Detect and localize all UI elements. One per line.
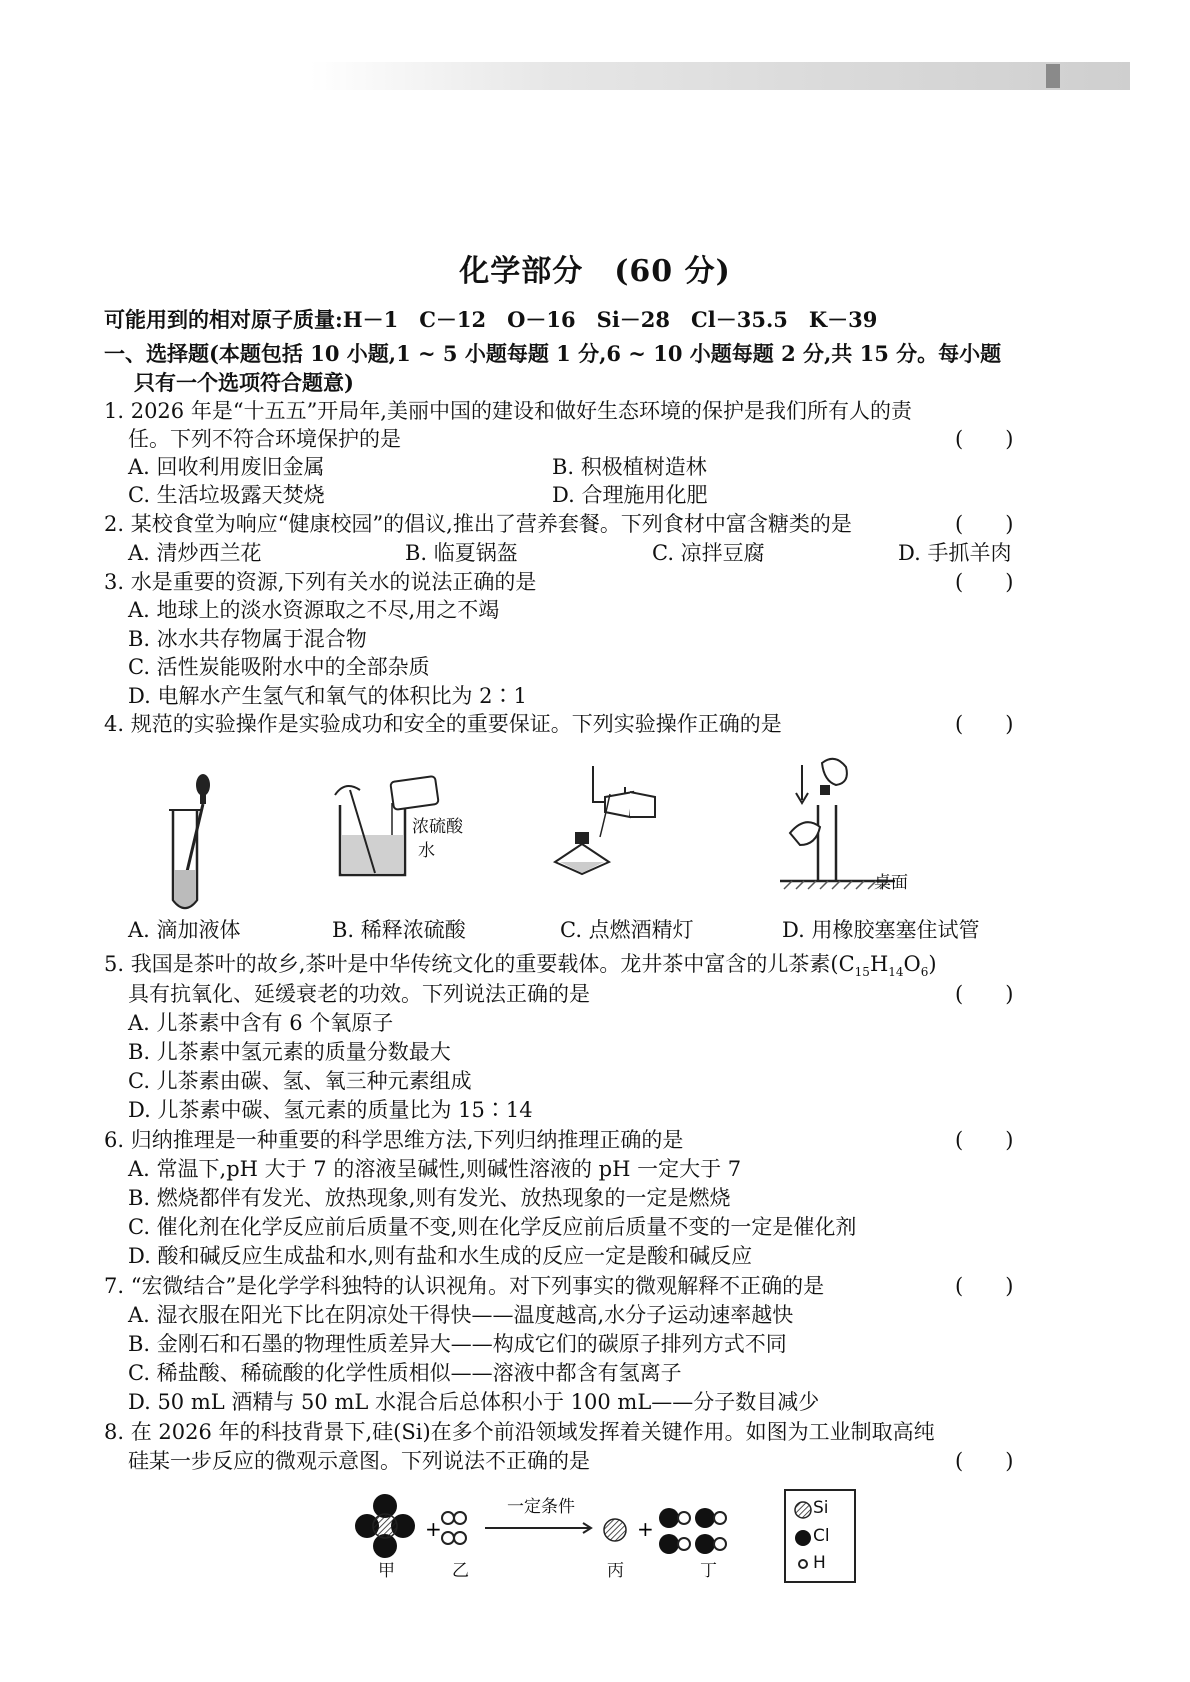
q5-option-b[interactable]: B. 儿茶素中氢元素的质量分数最大 xyxy=(128,1040,451,1064)
q7-option-a[interactable]: A. 湿衣服在阳光下比在阴凉处干得快——温度越高,水分子运动速率越快 xyxy=(128,1303,794,1327)
q7-option-b[interactable]: B. 金刚石和石墨的物理性质差异大——构成它们的碳原子排列方式不同 xyxy=(128,1332,787,1356)
q8-stem-line1: 8. 在 2026 年的科技背景下,硅(Si)在多个前沿领域发挥着关键作用。如图为工业制取高纯 xyxy=(104,1420,935,1444)
q4-option-c[interactable]: C. 点燃酒精灯 xyxy=(560,918,694,942)
q6-answer-blank[interactable]: ( ) xyxy=(955,1128,1014,1152)
svg-text:+: + xyxy=(637,1517,654,1541)
q2-answer-blank[interactable]: ( ) xyxy=(955,512,1014,536)
q1-stem-line2: 任。下列不符合环境保护的是 xyxy=(128,427,401,451)
q3-option-d[interactable]: D. 电解水产生氢气和氧气的体积比为 2∶1 xyxy=(128,684,527,708)
q4-option-a[interactable]: A. 滴加液体 xyxy=(128,918,241,942)
q6-option-a[interactable]: A. 常温下,pH 大于 7 的溶液呈碱性,则碱性溶液的 pH 一定大于 7 xyxy=(128,1157,742,1181)
fig-d-label-desk: 桌面 xyxy=(874,873,908,893)
q5-option-d[interactable]: D. 儿茶素中碳、氢元素的质量比为 15∶14 xyxy=(128,1098,533,1122)
q3-answer-blank[interactable]: ( ) xyxy=(955,570,1014,594)
fig-lighting-lamp xyxy=(545,762,670,882)
fig-b-label-acid: 浓硫酸 xyxy=(412,817,463,837)
q5-sub-o: 6 xyxy=(920,965,929,980)
legend-h-marker xyxy=(799,1560,807,1568)
legend-cl-label: Cl xyxy=(813,1526,830,1546)
q3-option-a[interactable]: A. 地球上的淡水资源取之不尽,用之不竭 xyxy=(128,598,500,622)
page-title: 化学部分 (60 分) xyxy=(459,254,731,289)
legend-si-marker xyxy=(795,1502,811,1518)
scan-edge-strip xyxy=(310,62,1130,90)
q5-stem-text: 5. 我国是茶叶的故乡,茶叶是中华传统文化的重要载体。龙井茶中富含的儿茶素(C xyxy=(104,952,855,976)
q1-answer-blank[interactable]: ( ) xyxy=(955,427,1014,451)
label-yi: 乙 xyxy=(452,1561,469,1581)
label-jia: 甲 xyxy=(378,1561,395,1581)
fig-b-label-water: 水 xyxy=(418,841,435,861)
q4-option-d[interactable]: D. 用橡胶塞塞住试管 xyxy=(782,918,980,942)
q2-option-d[interactable]: D. 手抓羊肉 xyxy=(898,541,1012,565)
q5-o: O xyxy=(903,952,921,976)
q6-option-c[interactable]: C. 催化剂在化学反应前后质量不变,则在化学反应前后质量不变的一定是催化剂 xyxy=(128,1215,857,1239)
q5-sub-h: 14 xyxy=(888,965,904,980)
scan-edge-mark xyxy=(1046,64,1060,88)
q5-option-c[interactable]: C. 儿茶素由碳、氢、氧三种元素组成 xyxy=(128,1069,472,1093)
q5-stem-line2: 具有抗氧化、延缓衰老的功效。下列说法正确的是 xyxy=(128,982,590,1006)
q7-stem: 7. “宏微结合”是化学学科独特的认识视角。对下列事实的微观解释不正确的是 xyxy=(104,1274,825,1298)
q2-option-a[interactable]: A. 清炒西兰花 xyxy=(128,541,262,565)
q4-option-b[interactable]: B. 稀释浓硫酸 xyxy=(332,918,466,942)
q6-option-d[interactable]: D. 酸和碱反应生成盐和水,则有盐和水生成的反应一定是酸和碱反应 xyxy=(128,1244,753,1268)
q1-option-c[interactable]: C. 生活垃圾露天焚烧 xyxy=(128,483,325,507)
q2-option-c[interactable]: C. 凉拌豆腐 xyxy=(652,541,765,565)
q7-option-c[interactable]: C. 稀盐酸、稀硫酸的化学性质相似——溶液中都含有氢离子 xyxy=(128,1361,682,1385)
q7-answer-blank[interactable]: ( ) xyxy=(955,1274,1014,1298)
svg-text:+: + xyxy=(425,1517,442,1541)
q5-option-a[interactable]: A. 儿茶素中含有 6 个氧原子 xyxy=(128,1011,394,1035)
q1-option-b[interactable]: B. 积极植树造林 xyxy=(552,455,707,479)
label-ding: 丁 xyxy=(700,1561,717,1581)
section-heading-line2: 只有一个选项符合题意) xyxy=(134,370,354,395)
q5-h: H xyxy=(869,952,889,976)
q3-option-b[interactable]: B. 冰水共存物属于混合物 xyxy=(128,627,367,651)
q1-option-d[interactable]: D. 合理施用化肥 xyxy=(552,483,708,507)
q3-option-c[interactable]: C. 活性炭能吸附水中的全部杂质 xyxy=(128,655,430,679)
molecule-ding xyxy=(659,1508,726,1554)
fig-dropping-liquid xyxy=(165,770,225,920)
q6-stem: 6. 归纳推理是一种重要的科学思维方法,下列归纳推理正确的是 xyxy=(104,1128,684,1152)
atomic-masses: 可能用到的相对原子质量:H－1 C－12 O－16 Si－28 Cl－35.5 K－39 xyxy=(104,307,878,332)
label-bing: 丙 xyxy=(607,1561,624,1581)
q1-option-a[interactable]: A. 回收利用废旧金属 xyxy=(128,455,325,479)
q4-stem: 4. 规范的实验操作是实验成功和安全的重要保证。下列实验操作正确的是 xyxy=(104,712,782,736)
q2-option-b[interactable]: B. 临夏锅盔 xyxy=(405,541,518,565)
reaction-condition: 一定条件 xyxy=(507,1497,575,1517)
q8-answer-blank[interactable]: ( ) xyxy=(955,1449,1014,1473)
molecule-yi xyxy=(442,1512,466,1544)
q3-stem: 3. 水是重要的资源,下列有关水的说法正确的是 xyxy=(104,570,537,594)
legend-h-label: H xyxy=(813,1553,826,1573)
q6-option-b[interactable]: B. 燃烧都伴有发光、放热现象,则有发光、放热现象的一定是燃烧 xyxy=(128,1186,731,1210)
q1-stem-line1: 1. 2026 年是“十五五”开局年,美丽中国的建设和做好生态环境的保护是我们所有人的责 xyxy=(104,399,912,423)
atom-bing xyxy=(604,1519,626,1541)
q2-stem: 2. 某校食堂为响应“健康校园”的倡议,推出了营养套餐。下列食材中富含糖类的是 xyxy=(104,512,852,536)
legend-si-label: Si xyxy=(813,1498,829,1518)
molecule-jia xyxy=(355,1494,415,1558)
q4-answer-blank[interactable]: ( ) xyxy=(955,712,1014,736)
q7-option-d[interactable]: D. 50 mL 酒精与 50 mL 水混合后总体积小于 100 mL——分子数目减少 xyxy=(128,1390,820,1414)
q5-answer-blank[interactable]: ( ) xyxy=(955,982,1014,1006)
q8-stem-line2: 硅某一步反应的微观示意图。下列说法不正确的是 xyxy=(128,1449,590,1473)
section-heading-line1: 一、选择题(本题包括 10 小题,1 ~ 5 小题每题 1 分,6 ~ 10 小题每题 2 分,共 15 分。每小题 xyxy=(104,341,1002,366)
q5-sub-c: 15 xyxy=(854,965,870,980)
legend-cl-marker xyxy=(795,1530,811,1546)
q5-close: ) xyxy=(928,952,937,976)
